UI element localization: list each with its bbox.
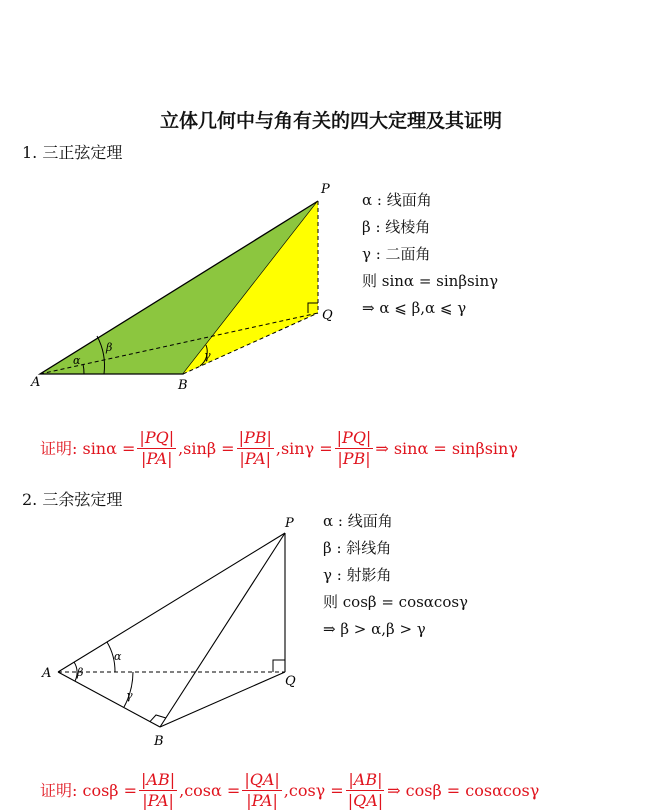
label-gamma: γ : 射影角 (323, 566, 392, 584)
point-A: A (31, 375, 41, 390)
angle-gamma: γ (126, 689, 133, 702)
proof1-fraction-2: $\frac{|PB|}{|PA|}$ (238, 428, 272, 468)
angle-alpha: α (114, 650, 122, 663)
proof2-mid-1: ,cosα = (179, 780, 241, 800)
angle-beta: β (77, 666, 84, 679)
proof1-prefix: 证明: sinα = (40, 438, 136, 458)
angle-gamma: γ (204, 349, 211, 362)
label-beta: β : 线棱角 (362, 218, 431, 236)
label-conclusion: ⇒ α ⩽ β,α ⩽ γ (362, 299, 467, 317)
proof2-suffix: ⇒ cosβ = cosαcosγ (387, 780, 540, 800)
label-alpha: α : 线面角 (323, 512, 393, 530)
label-alpha: α : 线面角 (362, 191, 432, 209)
edge-PB (160, 533, 285, 727)
proof1-suffix: ⇒ sinα = sinβsinγ (375, 438, 518, 458)
point-Q: Q (285, 674, 296, 689)
proof1-fraction-3: $\frac{|PQ|}{|PB|}$ (336, 428, 372, 468)
label-gamma: γ : 二面角 (362, 245, 431, 263)
edge-PA (58, 533, 285, 672)
point-A: A (42, 666, 52, 681)
point-P: P (321, 182, 330, 197)
section-heading-1: 1. 三正弦定理 (22, 143, 123, 162)
angle-alpha: α (73, 354, 81, 367)
proof2-prefix: 证明: cosβ = (40, 780, 138, 800)
point-P: P (285, 516, 294, 531)
point-Q: Q (322, 308, 333, 323)
page-title: 立体几何中与角有关的四大定理及其证明 (159, 110, 502, 132)
proof1-mid-2: ,sinγ = (275, 438, 333, 458)
label-formula: 则 sinα = sinβsinγ (362, 272, 499, 290)
proof-1 (40, 429, 518, 468)
point-B: B (154, 734, 164, 749)
figure2-labels (323, 508, 468, 643)
label-conclusion: ⇒ β > α,β > γ (323, 620, 426, 638)
proof1-fraction-1: $\frac{|PQ|}{|PA|}$ (139, 428, 175, 468)
proof-2 (40, 771, 539, 810)
proof2-fraction-3: $\frac{|AB|}{|QA|}$ (347, 770, 384, 810)
right-angle-mark-Q (273, 660, 285, 672)
three-sine-figure (0, 170, 662, 400)
section-heading-2: 2. 三余弦定理 (22, 490, 123, 509)
figure1-labels (362, 187, 498, 322)
label-beta: β : 斜线角 (323, 539, 392, 557)
edge-AB (58, 672, 160, 727)
angle-beta: β (106, 341, 113, 354)
proof2-mid-2: ,cosγ = (283, 780, 344, 800)
proof1-mid-1: ,sinβ = (178, 438, 235, 458)
proof2-fraction-1: $\frac{|AB|}{|PA|}$ (141, 770, 176, 810)
proof2-fraction-2: $\frac{|QA|}{|PA|}$ (244, 770, 280, 810)
point-B: B (178, 378, 188, 393)
label-formula: 则 cosβ = cosαcosγ (323, 593, 469, 611)
edge-BQ (160, 672, 285, 727)
